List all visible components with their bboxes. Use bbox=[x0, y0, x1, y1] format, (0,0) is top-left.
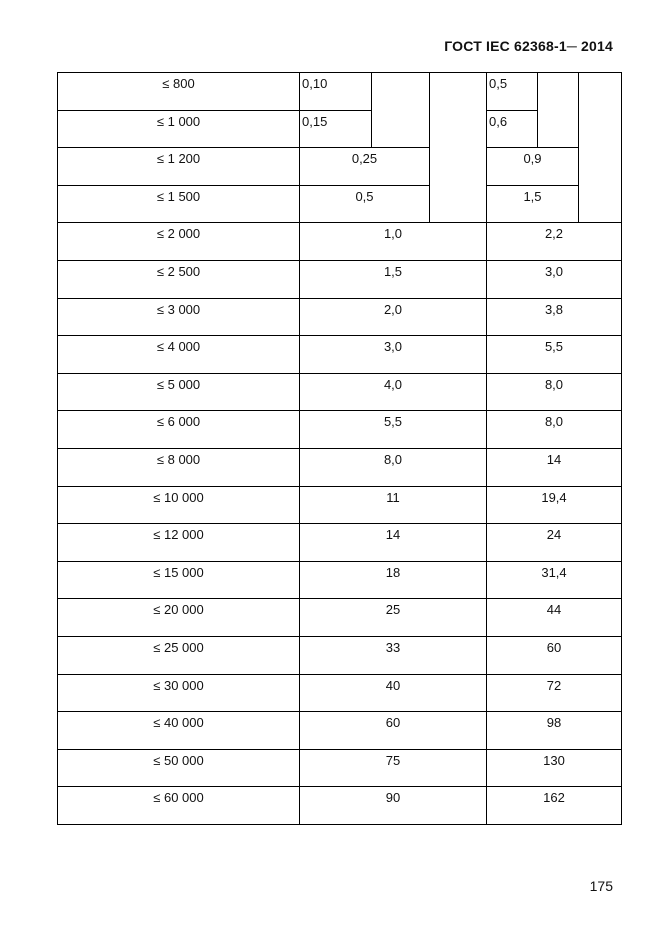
value-b-cell: 98 bbox=[487, 712, 622, 750]
empty-cell bbox=[430, 73, 487, 223]
table-row bbox=[58, 561, 622, 599]
value-b-cell: 0,5 bbox=[487, 73, 538, 111]
table-row bbox=[58, 110, 622, 148]
value-a-cell: 0,5 bbox=[300, 185, 430, 223]
voltage-cell: ≤ 25 000 bbox=[58, 636, 300, 674]
table-row bbox=[58, 148, 622, 186]
voltage-cell: ≤ 60 000 bbox=[58, 787, 300, 825]
value-a-cell: 1,5 bbox=[300, 260, 487, 298]
voltage-cell: ≤ 12 000 bbox=[58, 524, 300, 562]
value-b-cell: 0,6 bbox=[487, 110, 538, 148]
value-a-cell: 3,0 bbox=[300, 336, 487, 374]
voltage-cell: ≤ 3 000 bbox=[58, 298, 300, 336]
table-row bbox=[58, 524, 622, 562]
value-a-cell: 60 bbox=[300, 712, 487, 750]
voltage-cell: ≤ 40 000 bbox=[58, 712, 300, 750]
document-header: ГОСТ IEC 62368-1─ 2014 bbox=[444, 38, 613, 54]
value-a-cell: 1,0 bbox=[300, 223, 487, 261]
value-a-cell: 0,10 bbox=[300, 73, 372, 111]
voltage-cell: ≤ 2 000 bbox=[58, 223, 300, 261]
value-a-cell: 33 bbox=[300, 636, 487, 674]
value-b-cell: 31,4 bbox=[487, 561, 622, 599]
value-b-cell: 8,0 bbox=[487, 373, 622, 411]
value-b-cell: 60 bbox=[487, 636, 622, 674]
value-b-cell: 44 bbox=[487, 599, 622, 637]
value-b-cell: 19,4 bbox=[487, 486, 622, 524]
voltage-cell: ≤ 1 200 bbox=[58, 148, 300, 186]
value-a-cell: 11 bbox=[300, 486, 487, 524]
value-b-cell: 14 bbox=[487, 448, 622, 486]
value-a-cell: 25 bbox=[300, 599, 487, 637]
table-row bbox=[58, 599, 622, 637]
value-a-cell: 18 bbox=[300, 561, 487, 599]
clearance-table bbox=[57, 72, 622, 825]
voltage-cell: ≤ 1 500 bbox=[58, 185, 300, 223]
value-b-cell: 130 bbox=[487, 749, 622, 787]
voltage-cell: ≤ 10 000 bbox=[58, 486, 300, 524]
table-row bbox=[58, 448, 622, 486]
table-row bbox=[58, 298, 622, 336]
table-row bbox=[58, 486, 622, 524]
value-a-cell: 2,0 bbox=[300, 298, 487, 336]
voltage-cell: ≤ 5 000 bbox=[58, 373, 300, 411]
value-a-cell: 90 bbox=[300, 787, 487, 825]
table-row bbox=[58, 787, 622, 825]
voltage-cell: ≤ 1 000 bbox=[58, 110, 300, 148]
table-row bbox=[58, 336, 622, 374]
table-row bbox=[58, 185, 622, 223]
table-row bbox=[58, 73, 622, 111]
value-a-cell: 8,0 bbox=[300, 448, 487, 486]
voltage-cell: ≤ 50 000 bbox=[58, 749, 300, 787]
table-row bbox=[58, 260, 622, 298]
value-b-cell: 0,9 bbox=[487, 148, 579, 186]
value-a-cell: 4,0 bbox=[300, 373, 487, 411]
value-b-cell: 2,2 bbox=[487, 223, 622, 261]
empty-cell bbox=[372, 73, 430, 148]
value-b-cell: 5,5 bbox=[487, 336, 622, 374]
page-number: 175 bbox=[589, 878, 613, 894]
empty-cell bbox=[579, 73, 622, 223]
value-b-cell: 162 bbox=[487, 787, 622, 825]
value-b-cell: 3,8 bbox=[487, 298, 622, 336]
voltage-cell: ≤ 6 000 bbox=[58, 411, 300, 449]
value-b-cell: 24 bbox=[487, 524, 622, 562]
table-row bbox=[58, 712, 622, 750]
value-a-cell: 75 bbox=[300, 749, 487, 787]
value-b-cell: 3,0 bbox=[487, 260, 622, 298]
value-a-cell: 5,5 bbox=[300, 411, 487, 449]
voltage-cell: ≤ 15 000 bbox=[58, 561, 300, 599]
table-row bbox=[58, 411, 622, 449]
voltage-cell: ≤ 30 000 bbox=[58, 674, 300, 712]
table-row bbox=[58, 223, 622, 261]
value-a-cell: 40 bbox=[300, 674, 487, 712]
value-b-cell: 1,5 bbox=[487, 185, 579, 223]
table-row bbox=[58, 373, 622, 411]
value-a-cell: 0,15 bbox=[300, 110, 372, 148]
value-b-cell: 8,0 bbox=[487, 411, 622, 449]
table-row bbox=[58, 749, 622, 787]
voltage-cell: ≤ 4 000 bbox=[58, 336, 300, 374]
table-row bbox=[58, 674, 622, 712]
voltage-cell: ≤ 2 500 bbox=[58, 260, 300, 298]
value-b-cell: 72 bbox=[487, 674, 622, 712]
voltage-cell: ≤ 800 bbox=[58, 73, 300, 111]
value-a-cell: 0,25 bbox=[300, 148, 430, 186]
empty-cell bbox=[538, 73, 579, 148]
table-row bbox=[58, 636, 622, 674]
voltage-cell: ≤ 20 000 bbox=[58, 599, 300, 637]
value-a-cell: 14 bbox=[300, 524, 487, 562]
voltage-cell: ≤ 8 000 bbox=[58, 448, 300, 486]
